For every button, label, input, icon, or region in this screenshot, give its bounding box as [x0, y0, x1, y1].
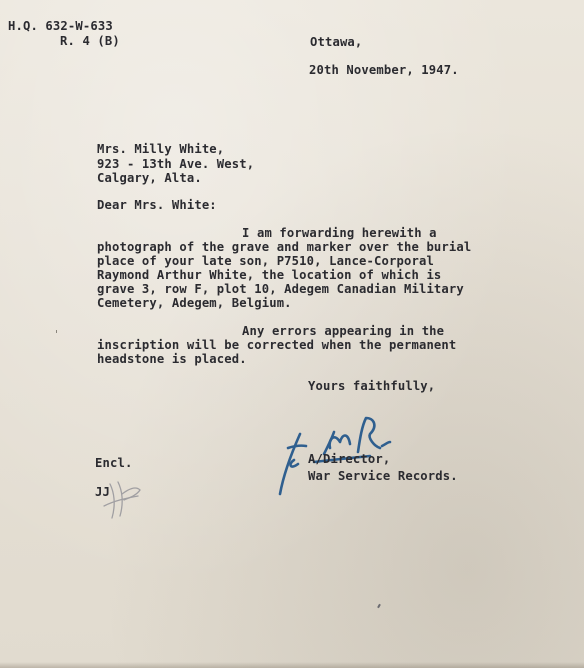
- body-p1-line4: Raymond Arthur White, the location of which is: [97, 268, 442, 282]
- enclosure: Encl.: [95, 456, 133, 470]
- initials: JJ: [95, 485, 110, 499]
- initials-scribble-icon: [92, 476, 152, 526]
- recipient-city: Calgary, Alta.: [97, 171, 202, 185]
- body-p2-line3: headstone is placed.: [97, 352, 247, 366]
- body-p1-line6: Cemetery, Adegem, Belgium.: [97, 296, 292, 310]
- recipient-name: Mrs. Milly White,: [97, 142, 225, 156]
- paper-mark: [377, 604, 381, 608]
- paper-mark: [56, 330, 57, 333]
- place: Ottawa,: [310, 35, 363, 49]
- closing: Yours faithfully,: [308, 379, 436, 393]
- recipient-street: 923 - 13th Ave. West,: [97, 157, 255, 171]
- body-p1-line1: I am forwarding herewith a: [242, 226, 437, 240]
- date: 20th November, 1947.: [309, 63, 459, 77]
- signature-title: A/Director,: [308, 452, 391, 466]
- body-p2-line2: inscription will be corrected when the permanent: [97, 338, 457, 352]
- body-p1-line3: place of your late son, P7510, Lance-Corporal: [97, 254, 434, 268]
- salutation: Dear Mrs. White:: [97, 198, 217, 212]
- body-p1-line2: photograph of the grave and marker over the burial: [97, 240, 472, 254]
- file-reference-line2: R. 4 (B): [60, 34, 120, 48]
- body-p2-line1: Any errors appearing in the: [242, 324, 445, 338]
- file-reference-line1: H.Q. 632-W-633: [8, 19, 113, 33]
- signature-department: War Service Records.: [308, 469, 458, 483]
- body-p1-line5: grave 3, row F, plot 10, Adegem Canadian Military: [97, 282, 464, 296]
